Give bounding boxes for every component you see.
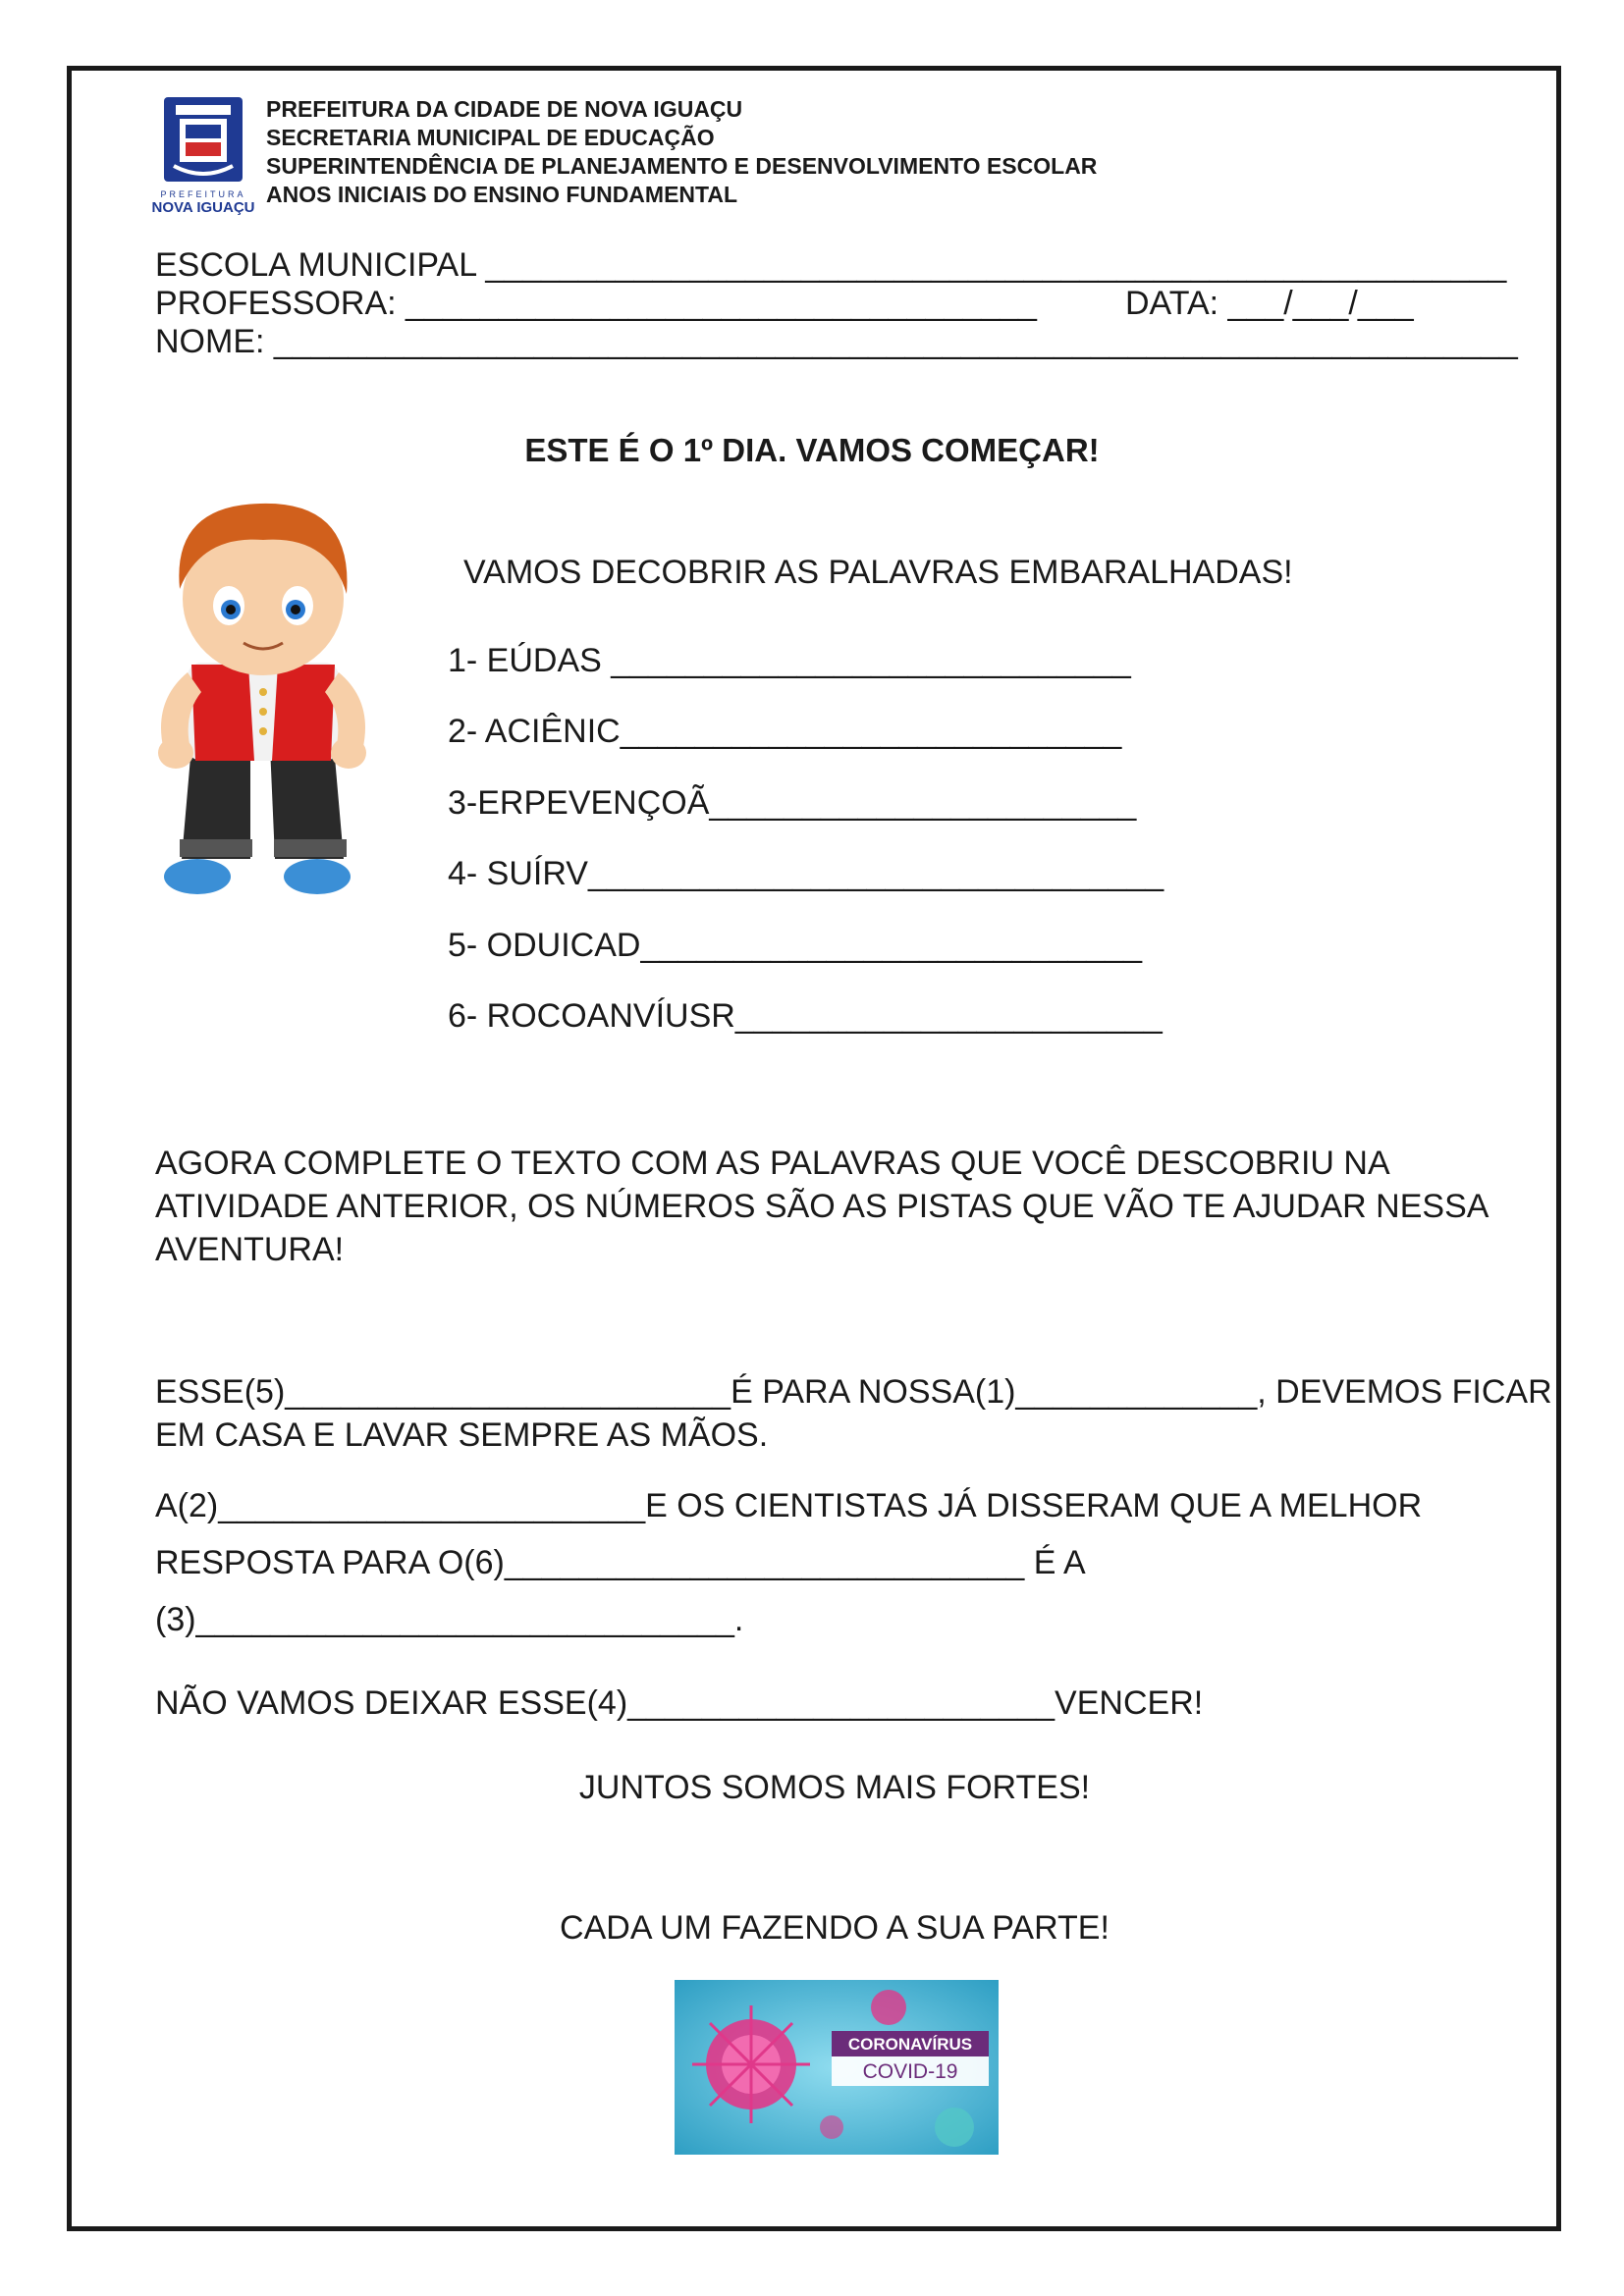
covid-badge-title: CORONAVÍRUS (847, 2035, 973, 2054)
logo-caption-top: PREFEITURA (160, 189, 246, 199)
text-line-5[interactable]: (3)_____________________________. (155, 1601, 744, 1638)
page-title: ESTE É O 1º DIA. VAMOS COMEÇAR! (524, 432, 1100, 468)
text-line-4[interactable]: RESPOSTA PARA O(6)____________________________ É A (155, 1544, 1086, 1581)
covid-image (675, 1980, 999, 2155)
covid-badge-subtitle: COVID-19 (862, 2060, 958, 2083)
data-field[interactable]: DATA: ___/___/___ (1125, 285, 1414, 322)
virus-small-1 (871, 1990, 906, 2025)
instruction-line-2: ATIVIDADE ANTERIOR, OS NÚMEROS SÃO AS PISTAS QUE VÃO TE AJUDAR NESSA (155, 1188, 1489, 1225)
text-line-3[interactable]: A(2)_______________________E OS CIENTISTAS JÁ DISSERAM QUE A MELHOR (155, 1487, 1423, 1524)
text-line-2: EM CASA E LAVAR SEMPRE AS MÃOS. (155, 1416, 769, 1454)
text-line-6[interactable]: NÃO VAMOS DEIXAR ESSE(4)_______________________VENCER! (155, 1684, 1204, 1722)
header-line-1: PREFEITURA DA CIDADE DE NOVA IGUAÇU (266, 96, 743, 122)
virus-large (692, 2005, 810, 2123)
virus-small-2 (935, 2108, 974, 2147)
shoe-left (164, 859, 231, 894)
word-item-6[interactable]: 6- ROCOANVÍUSR_______________________ (448, 997, 1163, 1035)
logo-crown (176, 105, 231, 115)
professora-field[interactable]: PROFESSORA: __________________________________ (155, 285, 1037, 322)
text-line-1[interactable]: ESSE(5)________________________É PARA NOSSA(1)_____________, DEVEMOS FICAR (155, 1373, 1552, 1411)
word-item-1[interactable]: 1- EÚDAS ____________________________ (448, 642, 1131, 679)
closing-line-2: CADA UM FAZENDO A SUA PARTE! (560, 1909, 1110, 1947)
instruction-line-3: AVENTURA! (155, 1231, 345, 1268)
prefeitura-logo (152, 95, 254, 215)
shoe-right (284, 859, 351, 894)
word-item-2[interactable]: 2- ACIÊNIC___________________________ (448, 713, 1122, 750)
word-item-3[interactable]: 3-ERPEVENÇOÃ_______________________ (448, 784, 1137, 822)
closing-line-1: JUNTOS SOMOS MAIS FORTES! (578, 1769, 1091, 1806)
vest-right (272, 665, 335, 761)
header-line-4: ANOS INICIAIS DO ENSINO FUNDAMENTAL (266, 182, 738, 207)
word-item-4[interactable]: 4- SUÍRV_______________________________ (448, 855, 1164, 892)
instruction-line-1: AGORA COMPLETE O TEXTO COM AS PALAVRAS QUE VOCÊ DESCOBRIU NA (155, 1145, 1390, 1182)
header-line-3: SUPERINTENDÊNCIA DE PLANEJAMENTO E DESENVOLVIMENTO ESCOLAR (266, 153, 1098, 179)
logo-caption-bottom: NOVA IGUAÇU (152, 199, 254, 215)
header-line-2: SECRETARIA MUNICIPAL DE EDUCAÇÃO (266, 125, 715, 150)
vest-left (191, 665, 254, 761)
nome-field[interactable]: NOME: ___________________________________________________________________ (155, 323, 1518, 360)
escola-field[interactable]: ESCOLA MUNICIPAL _______________________________________________________ (155, 246, 1507, 284)
boy-illustration (152, 496, 374, 900)
word-item-5[interactable]: 5- ODUICAD___________________________ (448, 927, 1143, 964)
exercise-heading: VAMOS DECOBRIR AS PALAVRAS EMBARALHADAS! (463, 554, 1293, 591)
